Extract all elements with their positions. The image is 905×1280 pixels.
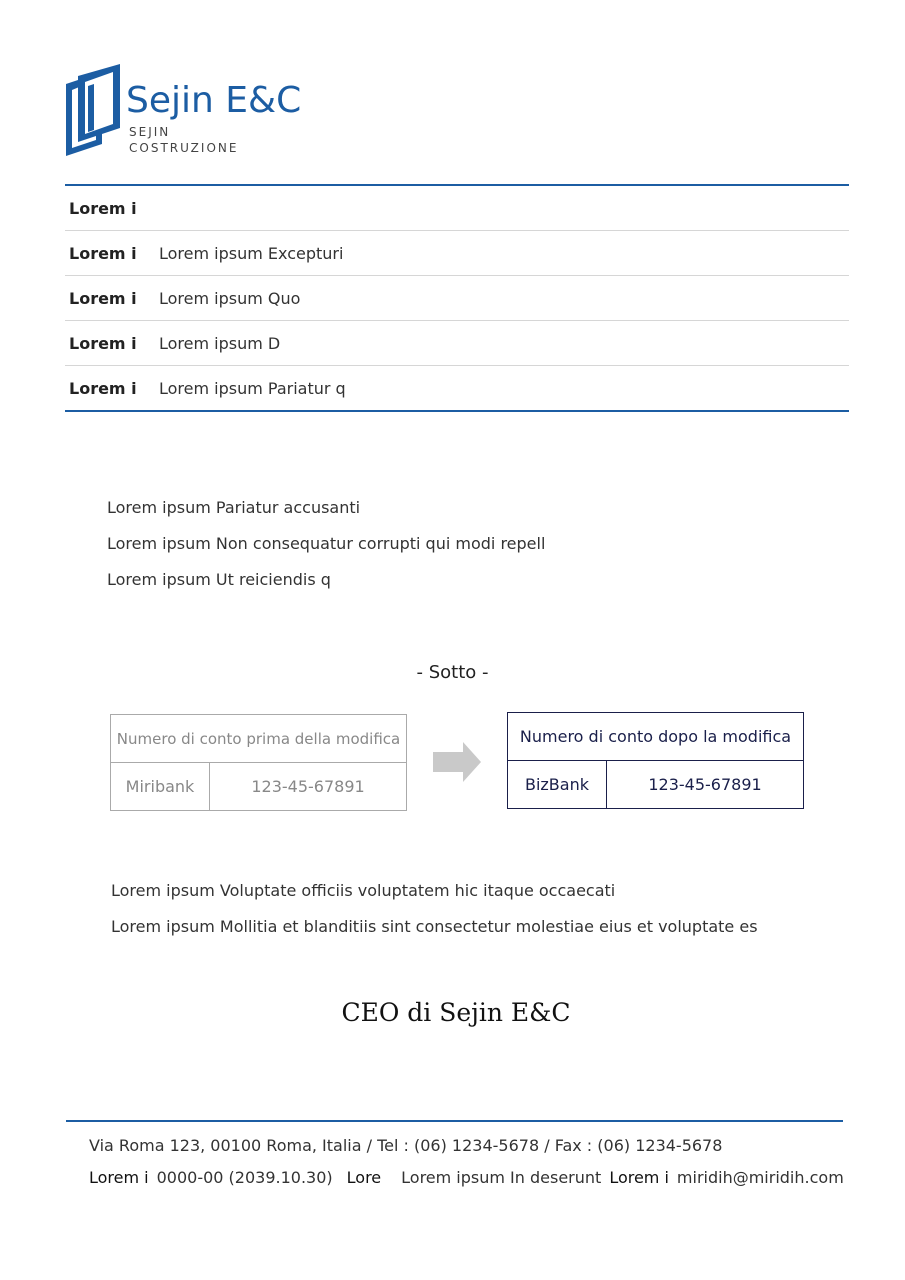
signature-title: CEO di Sejin E&C bbox=[341, 998, 571, 1027]
footer-divider bbox=[66, 1120, 843, 1122]
building-logo-icon bbox=[64, 62, 122, 160]
logo-sub-line-2: COSTRUZIONE bbox=[129, 141, 239, 155]
closing-paragraph bbox=[111, 873, 758, 945]
row-key: Lorem i bbox=[69, 243, 137, 263]
account-before-bank: Miribank bbox=[111, 763, 210, 811]
account-before-number: 123-45-67891 bbox=[210, 763, 407, 811]
footer-key: Lorem i bbox=[609, 1168, 669, 1187]
body-paragraph bbox=[107, 490, 545, 598]
body-line: Lorem ipsum Ut reiciendis q bbox=[107, 570, 331, 589]
account-after-header: Numero di conto dopo la modifica bbox=[508, 713, 804, 761]
closing-line: Lorem ipsum Voluptate officiis voluptatem hic itaque occaecati bbox=[111, 881, 616, 900]
info-table-header bbox=[65, 186, 849, 231]
footer-key: Lore bbox=[346, 1168, 382, 1187]
footer-address: Via Roma 123, 00100 Roma, Italia / Tel : (06) 1234-5678 / Fax : (06) 1234-5678 bbox=[89, 1136, 723, 1155]
closing-line: Lorem ipsum Mollitia et blanditiis sint consectetur molestiae eius et voluptate es bbox=[111, 917, 758, 936]
row-key: Lorem i bbox=[69, 288, 137, 308]
row-key: Lorem i bbox=[69, 333, 137, 353]
table-row bbox=[65, 276, 849, 321]
logo-sub-line-1: SEJIN bbox=[129, 125, 171, 139]
account-before-table bbox=[110, 714, 407, 811]
company-logo bbox=[64, 62, 324, 162]
table-row bbox=[65, 366, 849, 410]
row-value: Lorem ipsum Pariatur q bbox=[159, 378, 346, 398]
row-value: Lorem ipsum Excepturi bbox=[159, 243, 344, 263]
footer-value: 0000-00 (2039.10.30) bbox=[156, 1168, 333, 1187]
account-after-number: 123-45-67891 bbox=[607, 761, 804, 809]
table-row bbox=[65, 231, 849, 276]
info-table bbox=[65, 184, 849, 412]
section-label: - Sotto - bbox=[416, 662, 489, 683]
info-header-label: Lorem i bbox=[69, 198, 137, 218]
row-key: Lorem i bbox=[69, 378, 137, 398]
arrow-right-icon bbox=[433, 742, 483, 782]
row-value: Lorem ipsum Quo bbox=[159, 288, 301, 308]
logo-title: Sejin E&C bbox=[126, 80, 302, 121]
row-value: Lorem ipsum D bbox=[159, 333, 281, 353]
body-line: Lorem ipsum Non consequatur corrupti qui modi repell bbox=[107, 534, 546, 553]
account-after-bank: BizBank bbox=[508, 761, 607, 809]
account-after-table bbox=[507, 712, 804, 809]
logo-subtitle bbox=[129, 124, 238, 156]
table-row bbox=[65, 321, 849, 366]
footer-email: miridih@miridih.com bbox=[676, 1168, 844, 1187]
account-before-header: Numero di conto prima della modifica bbox=[111, 715, 407, 763]
footer-details bbox=[89, 1168, 852, 1187]
footer-value: Lorem ipsum In deserunt bbox=[401, 1168, 602, 1187]
footer-key: Lorem i bbox=[89, 1168, 149, 1187]
body-line: Lorem ipsum Pariatur accusanti bbox=[107, 498, 361, 517]
